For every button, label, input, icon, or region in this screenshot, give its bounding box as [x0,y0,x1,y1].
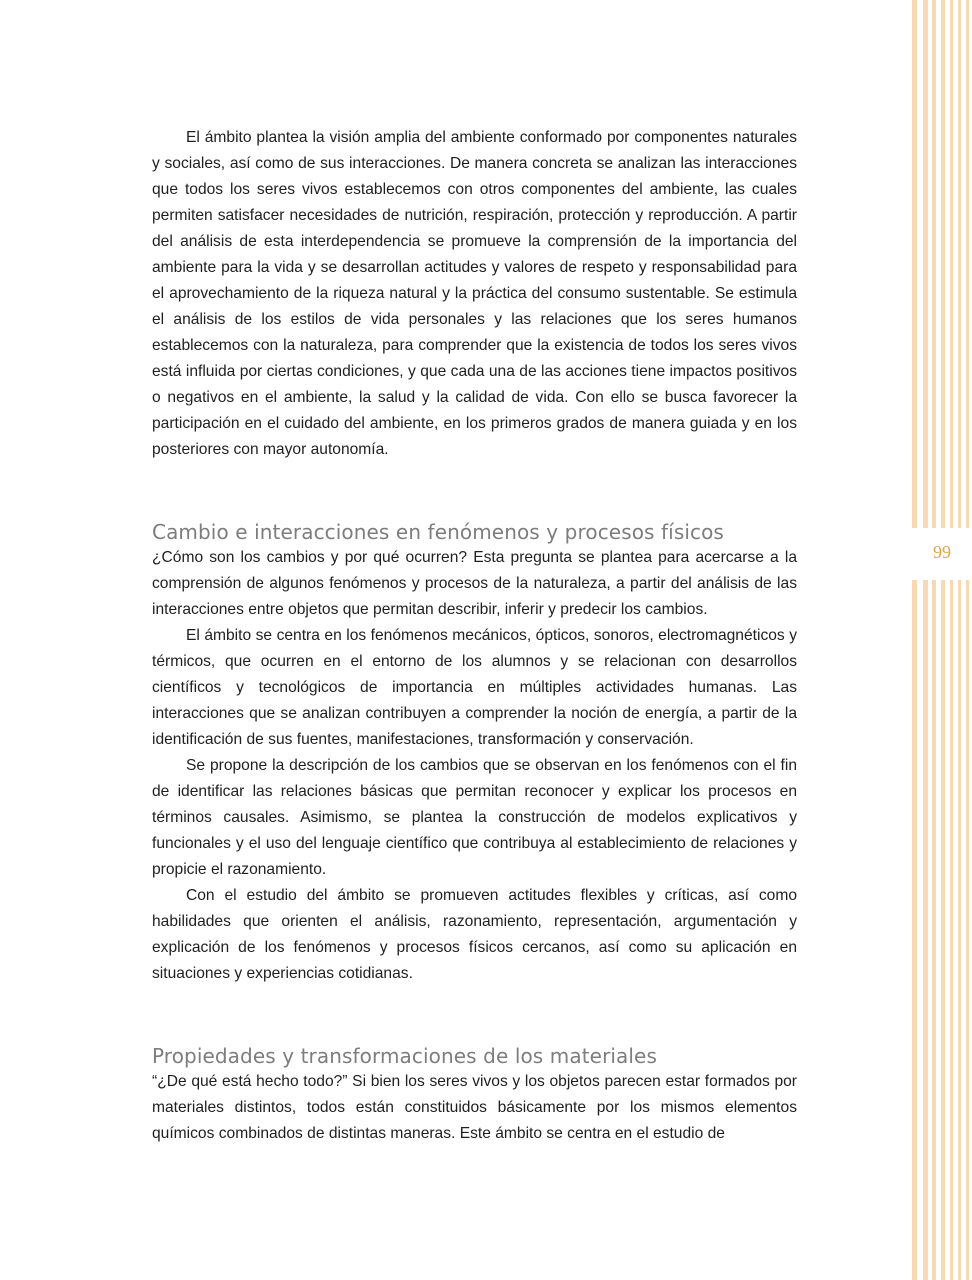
paragraph: “¿De qué está hecho todo?” Si bien los seres vivos y los objetos parecen estar formados por materiales distintos, todos están constituidos básicamente por los mismos elementos químicos combinados de distintas maneras. Este ámbito se centra en el estudio de [152,1073,797,1142]
section-heading-cambio: Cambio e interacciones en fenómenos y procesos físicos [152,520,724,544]
decorative-margin-stripes [912,0,972,1280]
paragraph: Se propone la descripción de los cambios que se observan en los fenómenos con el fin de identificar las relaciones básicas que permitan reconocer y explicar los procesos en términos causales. Asimismo, se plantea la construcción de modelos explicativos y funcionales y el uso del lenguaje científico que contribuya al establecimiento de relaciones y propicie el razonamiento. [152,757,797,878]
intro-paragraph: El ámbito plantea la visión amplia del ambiente conformado por componentes naturales y sociales, así como de sus interacciones. De manera concreta se analizan las interacciones que todos los seres vivos establecemos con otros componentes del ambiente, las cuales permiten satisfacer necesidades de nutrición, respiración, protección y reproducción. A partir del análisis de esta interdependencia se promueve la comprensión de la importancia del ambiente para la vida y se desarrollan actitudes y valores de respeto y responsabilidad para el aprovechamiento de la riqueza natural y la práctica del consumo sustentable. Se estimula el análisis de los estilos de vida personales y las relaciones que los seres humanos establecemos con la naturaleza, para comprender que la existencia de todos los seres vivos está influida por ciertas condiciones, y que cada una de las acciones tiene impactos positivos o negativos en el ambiente, la salud y la calidad de vida. Con ello se busca favorecer la participación en el cuidado del ambiente, en los primeros grados de manera guiada y en los posteriores con mayor autonomía. [152,129,797,458]
paragraph: El ámbito se centra en los fenómenos mecánicos, ópticos, sonoros, electromagnéticos y térmicos, que ocurren en el entorno de los alumnos y se relacionan con desarrollos científicos y tecnológicos de importancia en múltiples actividades humanas. Las interacciones que se analizan contribuyen a comprender la noción de energía, a partir de la identificación de sus fuentes, manifestaciones, transformación y conservación. [152,627,797,748]
paragraph: ¿Cómo son los cambios y por qué ocurren? Esta pregunta se plantea para acercarse a la comprensión de algunos fenómenos y procesos de la naturaleza, a partir del análisis de las interacciones entre objetos que permitan describir, inferir y predecir los cambios. [152,549,797,618]
page-number: 99 [933,542,951,562]
paragraph: Con el estudio del ámbito se promueven actitudes flexibles y críticas, así como habilidades que orienten el análisis, razonamiento, representación, argumentación y explicación de los fenómenos y procesos físicos cercanos, así como su aplicación en situaciones y experiencias cotidianas. [152,887,797,982]
page-number-box [912,528,972,580]
section-heading-propiedades: Propiedades y transformaciones de los materiales [152,1044,657,1068]
body-text [152,125,797,1147]
